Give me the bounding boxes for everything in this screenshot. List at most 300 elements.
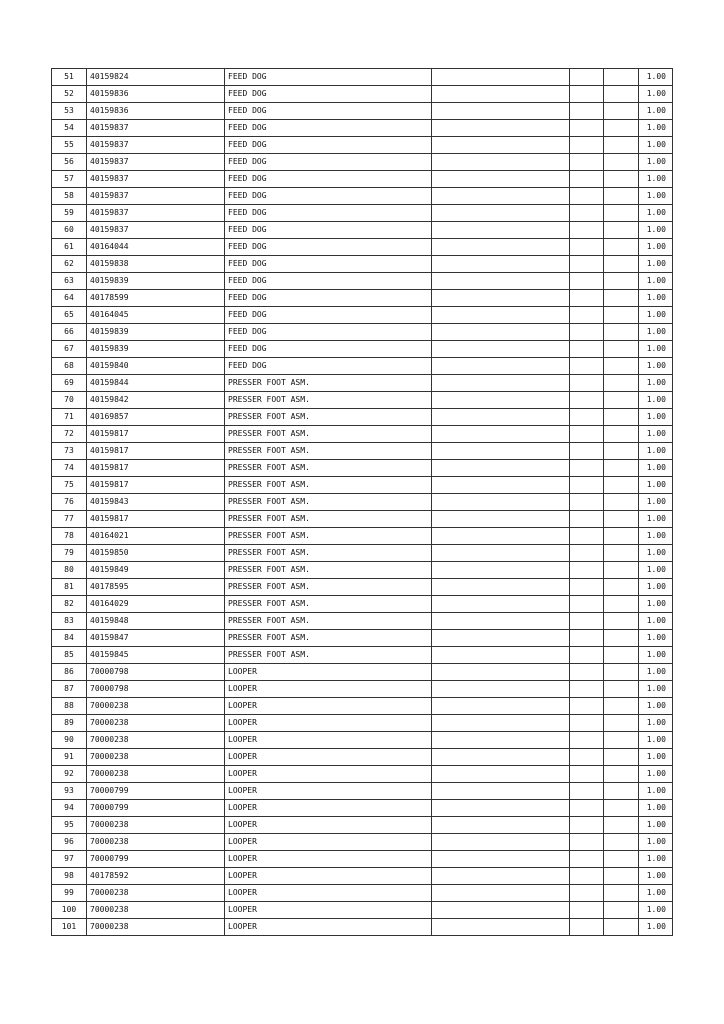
blank-cell-a [570,494,604,511]
item-number-cell: 89 [52,715,87,732]
description-cell: LOOPER [225,851,432,868]
table-row [52,800,673,817]
item-number-cell: 58 [52,188,87,205]
quantity-cell: 1.00 [639,919,673,936]
description-cell: LOOPER [225,902,432,919]
blank-cell-b [604,766,639,783]
description-cell: PRESSER FOOT ASM. [225,545,432,562]
quantity-cell: 1.00 [639,137,673,154]
blank-cell-a [570,188,604,205]
quantity-cell: 1.00 [639,715,673,732]
item-number-cell: 75 [52,477,87,494]
item-number-cell: 92 [52,766,87,783]
part-number-cell: 40159836 [87,103,225,120]
blank-cell-a [570,664,604,681]
part-number-cell: 40159848 [87,613,225,630]
description-cell: PRESSER FOOT ASM. [225,494,432,511]
description-cell: FEED DOG [225,239,432,256]
item-number-cell: 94 [52,800,87,817]
table-row [52,783,673,800]
table-row [52,426,673,443]
blank-cell-a [570,154,604,171]
blank-cell-b [604,392,639,409]
blank-cell-a [570,851,604,868]
quantity-cell: 1.00 [639,409,673,426]
part-number-cell: 40159817 [87,460,225,477]
item-number-cell: 76 [52,494,87,511]
item-number-cell: 63 [52,273,87,290]
table-row [52,409,673,426]
blank-cell-b [604,171,639,188]
quantity-cell: 1.00 [639,443,673,460]
blank-cell-a [570,545,604,562]
quantity-cell: 1.00 [639,783,673,800]
description-cell: PRESSER FOOT ASM. [225,392,432,409]
description-cell: LOOPER [225,715,432,732]
description-cell: FEED DOG [225,273,432,290]
parts-list-body [52,69,673,936]
item-number-cell: 62 [52,256,87,273]
quantity-cell: 1.00 [639,664,673,681]
description-cell: FEED DOG [225,154,432,171]
blank-cell-a [570,732,604,749]
specification-cell [432,443,570,460]
table-row [52,868,673,885]
table-row [52,885,673,902]
description-cell: PRESSER FOOT ASM. [225,613,432,630]
quantity-cell: 1.00 [639,630,673,647]
description-cell: FEED DOG [225,86,432,103]
blank-cell-a [570,630,604,647]
specification-cell [432,460,570,477]
blank-cell-b [604,477,639,494]
part-number-cell: 40164045 [87,307,225,324]
quantity-cell: 1.00 [639,494,673,511]
blank-cell-a [570,800,604,817]
specification-cell [432,341,570,358]
description-cell: FEED DOG [225,137,432,154]
description-cell: PRESSER FOOT ASM. [225,375,432,392]
item-number-cell: 68 [52,358,87,375]
description-cell: PRESSER FOOT ASM. [225,630,432,647]
part-number-cell: 40159837 [87,171,225,188]
description-cell: LOOPER [225,834,432,851]
part-number-cell: 40159843 [87,494,225,511]
table-row [52,154,673,171]
blank-cell-b [604,834,639,851]
quantity-cell: 1.00 [639,766,673,783]
table-row [52,341,673,358]
part-number-cell: 40159850 [87,545,225,562]
quantity-cell: 1.00 [639,698,673,715]
blank-cell-b [604,154,639,171]
item-number-cell: 55 [52,137,87,154]
specification-cell [432,154,570,171]
blank-cell-b [604,698,639,715]
quantity-cell: 1.00 [639,256,673,273]
table-row [52,749,673,766]
quantity-cell: 1.00 [639,171,673,188]
table-row [52,375,673,392]
specification-cell [432,239,570,256]
blank-cell-a [570,358,604,375]
table-row [52,307,673,324]
table-row [52,902,673,919]
specification-cell [432,171,570,188]
part-number-cell: 40169857 [87,409,225,426]
item-number-cell: 64 [52,290,87,307]
specification-cell [432,732,570,749]
blank-cell-a [570,647,604,664]
blank-cell-b [604,749,639,766]
quantity-cell: 1.00 [639,392,673,409]
table-row [52,715,673,732]
part-number-cell: 70000238 [87,715,225,732]
table-row [52,69,673,86]
table-row [52,443,673,460]
item-number-cell: 96 [52,834,87,851]
item-number-cell: 82 [52,596,87,613]
part-number-cell: 40159817 [87,511,225,528]
part-number-cell: 70000238 [87,749,225,766]
description-cell: LOOPER [225,698,432,715]
blank-cell-a [570,69,604,86]
quantity-cell: 1.00 [639,647,673,664]
table-row [52,494,673,511]
quantity-cell: 1.00 [639,902,673,919]
blank-cell-a [570,902,604,919]
specification-cell [432,324,570,341]
item-number-cell: 80 [52,562,87,579]
part-number-cell: 40178595 [87,579,225,596]
specification-cell [432,834,570,851]
item-number-cell: 95 [52,817,87,834]
blank-cell-a [570,834,604,851]
item-number-cell: 73 [52,443,87,460]
table-row [52,460,673,477]
blank-cell-b [604,868,639,885]
quantity-cell: 1.00 [639,528,673,545]
blank-cell-a [570,511,604,528]
table-row [52,137,673,154]
table-row [52,205,673,222]
specification-cell [432,188,570,205]
item-number-cell: 81 [52,579,87,596]
part-number-cell: 40159837 [87,154,225,171]
blank-cell-b [604,460,639,477]
quantity-cell: 1.00 [639,307,673,324]
table-row [52,120,673,137]
blank-cell-a [570,766,604,783]
table-row [52,273,673,290]
blank-cell-a [570,681,604,698]
description-cell: LOOPER [225,664,432,681]
part-number-cell: 40159817 [87,443,225,460]
description-cell: PRESSER FOOT ASM. [225,579,432,596]
part-number-cell: 70000238 [87,817,225,834]
table-row [52,392,673,409]
blank-cell-a [570,103,604,120]
blank-cell-a [570,817,604,834]
quantity-cell: 1.00 [639,511,673,528]
item-number-cell: 69 [52,375,87,392]
table-row [52,817,673,834]
item-number-cell: 65 [52,307,87,324]
item-number-cell: 51 [52,69,87,86]
quantity-cell: 1.00 [639,460,673,477]
description-cell: LOOPER [225,749,432,766]
specification-cell [432,579,570,596]
blank-cell-b [604,647,639,664]
part-number-cell: 70000238 [87,766,225,783]
blank-cell-a [570,528,604,545]
item-number-cell: 87 [52,681,87,698]
blank-cell-a [570,86,604,103]
description-cell: FEED DOG [225,358,432,375]
table-row [52,664,673,681]
description-cell: LOOPER [225,919,432,936]
table-row [52,103,673,120]
table-row [52,698,673,715]
part-number-cell: 40159842 [87,392,225,409]
part-number-cell: 40164044 [87,239,225,256]
part-number-cell: 40159824 [87,69,225,86]
blank-cell-a [570,426,604,443]
part-number-cell: 70000798 [87,681,225,698]
specification-cell [432,409,570,426]
specification-cell [432,494,570,511]
blank-cell-b [604,885,639,902]
item-number-cell: 60 [52,222,87,239]
part-number-cell: 40159839 [87,273,225,290]
blank-cell-a [570,171,604,188]
specification-cell [432,783,570,800]
quantity-cell: 1.00 [639,290,673,307]
table-row [52,919,673,936]
description-cell: LOOPER [225,817,432,834]
specification-cell [432,630,570,647]
specification-cell [432,851,570,868]
item-number-cell: 70 [52,392,87,409]
blank-cell-a [570,239,604,256]
item-number-cell: 100 [52,902,87,919]
quantity-cell: 1.00 [639,222,673,239]
blank-cell-b [604,375,639,392]
quantity-cell: 1.00 [639,324,673,341]
part-number-cell: 40159817 [87,426,225,443]
specification-cell [432,511,570,528]
part-number-cell: 40178592 [87,868,225,885]
description-cell: PRESSER FOOT ASM. [225,460,432,477]
quantity-cell: 1.00 [639,749,673,766]
blank-cell-b [604,239,639,256]
part-number-cell: 40178599 [87,290,225,307]
blank-cell-b [604,630,639,647]
blank-cell-b [604,783,639,800]
part-number-cell: 40164021 [87,528,225,545]
item-number-cell: 52 [52,86,87,103]
blank-cell-b [604,562,639,579]
specification-cell [432,698,570,715]
item-number-cell: 53 [52,103,87,120]
specification-cell [432,69,570,86]
specification-cell [432,256,570,273]
description-cell: PRESSER FOOT ASM. [225,443,432,460]
specification-cell [432,681,570,698]
blank-cell-a [570,885,604,902]
quantity-cell: 1.00 [639,154,673,171]
blank-cell-b [604,290,639,307]
part-number-cell: 40159837 [87,188,225,205]
table-row [52,477,673,494]
part-number-cell: 70000238 [87,732,225,749]
quantity-cell: 1.00 [639,239,673,256]
specification-cell [432,919,570,936]
quantity-cell: 1.00 [639,834,673,851]
item-number-cell: 99 [52,885,87,902]
blank-cell-b [604,137,639,154]
specification-cell [432,358,570,375]
description-cell: FEED DOG [225,341,432,358]
blank-cell-b [604,409,639,426]
blank-cell-b [604,545,639,562]
blank-cell-a [570,783,604,800]
item-number-cell: 84 [52,630,87,647]
blank-cell-a [570,137,604,154]
item-number-cell: 66 [52,324,87,341]
description-cell: FEED DOG [225,120,432,137]
table-row [52,647,673,664]
table-row [52,613,673,630]
specification-cell [432,562,570,579]
description-cell: FEED DOG [225,290,432,307]
part-number-cell: 40159839 [87,324,225,341]
specification-cell [432,664,570,681]
part-number-cell: 70000238 [87,834,225,851]
blank-cell-b [604,732,639,749]
blank-cell-a [570,698,604,715]
quantity-cell: 1.00 [639,681,673,698]
blank-cell-b [604,800,639,817]
description-cell: FEED DOG [225,205,432,222]
table-row [52,358,673,375]
blank-cell-a [570,324,604,341]
item-number-cell: 59 [52,205,87,222]
quantity-cell: 1.00 [639,86,673,103]
blank-cell-a [570,715,604,732]
description-cell: LOOPER [225,885,432,902]
specification-cell [432,596,570,613]
part-number-cell: 40159844 [87,375,225,392]
blank-cell-a [570,596,604,613]
part-number-cell: 70000799 [87,800,225,817]
table-row [52,222,673,239]
blank-cell-a [570,477,604,494]
item-number-cell: 86 [52,664,87,681]
blank-cell-a [570,443,604,460]
blank-cell-a [570,273,604,290]
blank-cell-a [570,307,604,324]
part-number-cell: 40159845 [87,647,225,664]
table-row [52,681,673,698]
blank-cell-b [604,341,639,358]
specification-cell [432,103,570,120]
blank-cell-a [570,749,604,766]
item-number-cell: 61 [52,239,87,256]
item-number-cell: 90 [52,732,87,749]
quantity-cell: 1.00 [639,273,673,290]
item-number-cell: 54 [52,120,87,137]
item-number-cell: 83 [52,613,87,630]
blank-cell-b [604,902,639,919]
quantity-cell: 1.00 [639,613,673,630]
quantity-cell: 1.00 [639,205,673,222]
part-number-cell: 70000799 [87,851,225,868]
table-row [52,630,673,647]
parts-list-table [51,68,673,936]
specification-cell [432,545,570,562]
item-number-cell: 88 [52,698,87,715]
part-number-cell: 70000238 [87,919,225,936]
part-number-cell: 40159817 [87,477,225,494]
quantity-cell: 1.00 [639,358,673,375]
quantity-cell: 1.00 [639,103,673,120]
table-row [52,528,673,545]
part-number-cell: 40159837 [87,222,225,239]
description-cell: PRESSER FOOT ASM. [225,477,432,494]
table-row [52,851,673,868]
quantity-cell: 1.00 [639,545,673,562]
description-cell: LOOPER [225,783,432,800]
quantity-cell: 1.00 [639,120,673,137]
blank-cell-a [570,222,604,239]
item-number-cell: 98 [52,868,87,885]
blank-cell-b [604,596,639,613]
description-cell: LOOPER [225,868,432,885]
specification-cell [432,817,570,834]
specification-cell [432,528,570,545]
item-number-cell: 71 [52,409,87,426]
specification-cell [432,392,570,409]
blank-cell-a [570,919,604,936]
description-cell: FEED DOG [225,222,432,239]
table-row [52,579,673,596]
table-row [52,171,673,188]
blank-cell-a [570,868,604,885]
specification-cell [432,715,570,732]
description-cell: FEED DOG [225,171,432,188]
description-cell: FEED DOG [225,103,432,120]
specification-cell [432,120,570,137]
blank-cell-b [604,256,639,273]
blank-cell-b [604,528,639,545]
blank-cell-b [604,851,639,868]
quantity-cell: 1.00 [639,341,673,358]
quantity-cell: 1.00 [639,732,673,749]
quantity-cell: 1.00 [639,800,673,817]
description-cell: LOOPER [225,732,432,749]
part-number-cell: 40159847 [87,630,225,647]
table-row [52,562,673,579]
quantity-cell: 1.00 [639,69,673,86]
part-number-cell: 40159837 [87,120,225,137]
specification-cell [432,86,570,103]
part-number-cell: 40159836 [87,86,225,103]
blank-cell-a [570,205,604,222]
table-row [52,834,673,851]
blank-cell-a [570,409,604,426]
specification-cell [432,868,570,885]
